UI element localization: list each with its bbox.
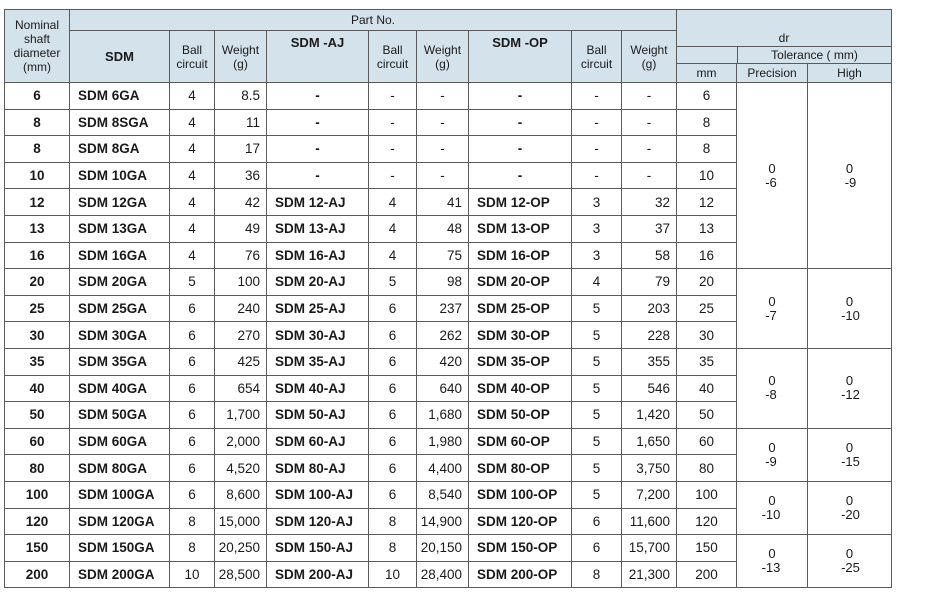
weight-cell: 2,000 bbox=[215, 428, 267, 455]
ball-circuit-cell: 4 bbox=[170, 136, 215, 163]
ball-circuit-cell: 10 bbox=[369, 561, 417, 588]
table-row bbox=[5, 269, 892, 296]
precision-tolerance-cell bbox=[737, 535, 808, 588]
weight-cell: 8,600 bbox=[215, 481, 267, 508]
ball-circuit-cell: 8 bbox=[572, 561, 622, 588]
ball-circuit-cell: 6 bbox=[369, 375, 417, 402]
ball-circuit-header bbox=[170, 31, 215, 83]
weight-cell: - bbox=[622, 162, 677, 189]
high-tolerance-cell bbox=[808, 481, 892, 534]
table-row bbox=[5, 481, 892, 508]
sdm-aj-part-cell: SDM 35-AJ bbox=[267, 348, 369, 375]
ball-circuit-header bbox=[369, 31, 417, 83]
dr-mm-cell: 35 bbox=[677, 348, 737, 375]
ball-circuit-cell: 4 bbox=[170, 189, 215, 216]
ball-circuit-cell: 8 bbox=[170, 535, 215, 562]
sdm-op-part-cell: SDM 100-OP bbox=[469, 481, 572, 508]
weight-cell: 1,680 bbox=[417, 402, 469, 429]
sdm-part-cell: SDM 200GA bbox=[70, 561, 170, 588]
dr-mm-cell: 100 bbox=[677, 481, 737, 508]
ball-circuit-cell: 5 bbox=[572, 481, 622, 508]
sdm-op-part-cell: SDM 25-OP bbox=[469, 295, 572, 322]
sdm-aj-part-cell: - bbox=[267, 162, 369, 189]
ball-circuit-cell: 6 bbox=[369, 428, 417, 455]
dr-mm-cell: 30 bbox=[677, 322, 737, 349]
sdm-aj-part-cell: SDM 120-AJ bbox=[267, 508, 369, 535]
tolerance-value: -20 bbox=[841, 507, 860, 522]
weight-cell: 1,980 bbox=[417, 428, 469, 455]
tolerance-value: -12 bbox=[841, 387, 860, 403]
sdm-op-part-cell: - bbox=[469, 162, 572, 189]
ball-circuit-header bbox=[572, 31, 622, 83]
shaft-diameter-cell: 100 bbox=[5, 481, 70, 508]
table-row bbox=[5, 83, 892, 110]
tolerance-value: 0 bbox=[845, 160, 854, 176]
sdm-op-part-cell: - bbox=[469, 136, 572, 163]
shaft-diameter-cell: 80 bbox=[5, 455, 70, 482]
ball-circuit-cell: 6 bbox=[170, 295, 215, 322]
weight-cell: 1,700 bbox=[215, 402, 267, 429]
tolerance-value: 0 bbox=[845, 373, 854, 389]
weight-cell: 36 bbox=[215, 162, 267, 189]
weight-cell: 37 bbox=[622, 215, 677, 242]
sdm-aj-part-cell: - bbox=[267, 136, 369, 163]
ball-circuit-cell: 5 bbox=[572, 295, 622, 322]
sdm-aj-part-cell: SDM 50-AJ bbox=[267, 402, 369, 429]
dr-mm-cell: 120 bbox=[677, 508, 737, 535]
weight-cell: 100 bbox=[215, 269, 267, 296]
shaft-diameter-cell: 8 bbox=[5, 136, 70, 163]
shaft-diameter-cell: 60 bbox=[5, 428, 70, 455]
shaft-diameter-cell: 200 bbox=[5, 561, 70, 588]
ball-circuit-cell: 6 bbox=[369, 322, 417, 349]
tolerance-value: 0 bbox=[768, 373, 776, 389]
tolerance-value: 0 bbox=[768, 546, 776, 562]
weight-cell: 425 bbox=[215, 348, 267, 375]
header-line: (g) bbox=[641, 56, 657, 71]
header-line: circuit bbox=[176, 56, 208, 71]
sdm-part-cell: SDM 150GA bbox=[70, 535, 170, 562]
ball-circuit-cell: 5 bbox=[572, 455, 622, 482]
sdm-op-part-cell: SDM 200-OP bbox=[469, 561, 572, 588]
dr-header-block bbox=[677, 10, 892, 64]
tolerance-value: -9 bbox=[765, 453, 777, 469]
weight-cell: - bbox=[622, 83, 677, 110]
sdm-part-cell: SDM 100GA bbox=[70, 481, 170, 508]
ball-circuit-cell: - bbox=[572, 109, 622, 136]
dr-label: dr bbox=[677, 31, 891, 47]
sdm-part-cell: SDM 35GA bbox=[70, 348, 170, 375]
weight-cell: 1,650 bbox=[622, 428, 677, 455]
ball-circuit-cell: - bbox=[369, 109, 417, 136]
precision-tolerance-cell bbox=[737, 481, 808, 534]
sdm-part-cell: SDM 13GA bbox=[70, 215, 170, 242]
sdm-part-cell: SDM 6GA bbox=[70, 83, 170, 110]
sdm-op-part-cell: SDM 16-OP bbox=[469, 242, 572, 269]
sdm-part-cell: SDM 20GA bbox=[70, 269, 170, 296]
ball-circuit-cell: 6 bbox=[170, 375, 215, 402]
weight-cell: - bbox=[417, 83, 469, 110]
ball-circuit-cell: 5 bbox=[170, 269, 215, 296]
ball-circuit-cell: 6 bbox=[369, 348, 417, 375]
weight-cell: 4,520 bbox=[215, 455, 267, 482]
weight-cell: 8.5 bbox=[215, 83, 267, 110]
header-line: Weight bbox=[221, 42, 260, 57]
shaft-diameter-cell: 120 bbox=[5, 508, 70, 535]
dr-mm-header: mm bbox=[677, 64, 737, 83]
ball-circuit-cell: 4 bbox=[369, 215, 417, 242]
ball-circuit-cell: 10 bbox=[170, 561, 215, 588]
sdm-part-cell: SDM 10GA bbox=[70, 162, 170, 189]
ball-circuit-cell: 5 bbox=[369, 269, 417, 296]
weight-cell: 654 bbox=[215, 375, 267, 402]
tolerance-value: -10 bbox=[761, 507, 781, 522]
tolerance-value: -15 bbox=[841, 453, 860, 469]
dr-mm-cell: 200 bbox=[677, 561, 737, 588]
sdm-aj-part-cell: SDM 150-AJ bbox=[267, 535, 369, 562]
sdm-part-cell: SDM 16GA bbox=[70, 242, 170, 269]
weight-cell: 420 bbox=[417, 348, 469, 375]
weight-cell: 98 bbox=[417, 269, 469, 296]
weight-cell: 15,700 bbox=[622, 535, 677, 562]
tolerance-value: -7 bbox=[765, 307, 777, 323]
ball-circuit-cell: - bbox=[369, 136, 417, 163]
sdm-aj-part-cell: SDM 60-AJ bbox=[267, 428, 369, 455]
shaft-diameter-cell: 30 bbox=[5, 322, 70, 349]
ball-circuit-cell: 3 bbox=[572, 242, 622, 269]
weight-cell: 4,400 bbox=[417, 455, 469, 482]
shaft-diameter-cell: 25 bbox=[5, 295, 70, 322]
sdm-aj-part-cell: SDM 13-AJ bbox=[267, 215, 369, 242]
header-line: circuit bbox=[580, 56, 613, 71]
sdm-part-cell: SDM 8SGA bbox=[70, 109, 170, 136]
weight-cell: 21,300 bbox=[622, 561, 677, 588]
weight-cell: 228 bbox=[622, 322, 677, 349]
tolerance-value: -25 bbox=[841, 560, 860, 576]
ball-circuit-cell: 5 bbox=[572, 428, 622, 455]
ball-circuit-cell: 4 bbox=[170, 83, 215, 110]
ball-circuit-cell: 5 bbox=[572, 322, 622, 349]
shaft-diameter-cell: 12 bbox=[5, 189, 70, 216]
ball-circuit-cell: 6 bbox=[369, 402, 417, 429]
weight-cell: 49 bbox=[215, 215, 267, 242]
tolerance-value: 0 bbox=[845, 439, 854, 455]
weight-cell: 8,540 bbox=[417, 481, 469, 508]
table-header bbox=[5, 10, 892, 83]
sdm-op-part-cell: SDM 120-OP bbox=[469, 508, 572, 535]
dr-mm-cell: 40 bbox=[677, 375, 737, 402]
weight-cell: 11 bbox=[215, 109, 267, 136]
ball-circuit-cell: 4 bbox=[170, 215, 215, 242]
table-body bbox=[5, 83, 892, 588]
dr-mm-cell: 8 bbox=[677, 109, 737, 136]
specification-table bbox=[4, 9, 892, 588]
shaft-diameter-cell: 50 bbox=[5, 402, 70, 429]
dr-mm-cell: 12 bbox=[677, 189, 737, 216]
shaft-diameter-cell: 13 bbox=[5, 215, 70, 242]
sdm-op-part-cell: - bbox=[469, 109, 572, 136]
ball-circuit-cell: 6 bbox=[170, 402, 215, 429]
weight-cell: 42 bbox=[215, 189, 267, 216]
weight-cell: 20,250 bbox=[215, 535, 267, 562]
tolerance-value: -13 bbox=[761, 560, 781, 576]
header-line: Weight bbox=[423, 42, 462, 57]
shaft-diameter-cell: 150 bbox=[5, 535, 70, 562]
ball-circuit-cell: 4 bbox=[170, 162, 215, 189]
weight-cell: 11,600 bbox=[622, 508, 677, 535]
dr-mm-cell: 13 bbox=[677, 215, 737, 242]
weight-cell: 20,150 bbox=[417, 535, 469, 562]
ball-circuit-cell: - bbox=[369, 162, 417, 189]
ball-circuit-cell: 5 bbox=[572, 375, 622, 402]
dr-mm-cell: 80 bbox=[677, 455, 737, 482]
sdm-aj-part-cell: - bbox=[267, 83, 369, 110]
sdm-aj-part-cell: SDM 20-AJ bbox=[267, 269, 369, 296]
sdm-op-part-cell: SDM 80-OP bbox=[469, 455, 572, 482]
header-line: diameter bbox=[13, 46, 61, 60]
ball-circuit-cell: 4 bbox=[369, 189, 417, 216]
weight-header bbox=[622, 31, 677, 83]
ball-circuit-cell: - bbox=[572, 162, 622, 189]
ball-circuit-cell: 4 bbox=[170, 242, 215, 269]
weight-cell: 76 bbox=[215, 242, 267, 269]
high-header: High bbox=[808, 64, 892, 83]
sdm-aj-part-cell: SDM 12-AJ bbox=[267, 189, 369, 216]
sdm-op-part-cell: SDM 60-OP bbox=[469, 428, 572, 455]
precision-tolerance-cell bbox=[737, 428, 808, 481]
high-tolerance-cell bbox=[808, 83, 892, 269]
ball-circuit-cell: 8 bbox=[170, 508, 215, 535]
tolerance-value: -6 bbox=[765, 174, 777, 190]
weight-cell: 240 bbox=[215, 295, 267, 322]
precision-tolerance-cell bbox=[737, 348, 808, 428]
ball-circuit-cell: 3 bbox=[572, 189, 622, 216]
header-line: Nominal bbox=[14, 18, 59, 32]
weight-cell: - bbox=[622, 109, 677, 136]
header-line: shaft bbox=[23, 32, 50, 46]
precision-tolerance-cell bbox=[737, 83, 808, 269]
header-line: (mm) bbox=[23, 60, 51, 74]
sdm-aj-part-cell: SDM 100-AJ bbox=[267, 481, 369, 508]
ball-circuit-cell: 8 bbox=[369, 535, 417, 562]
sdm-op-part-cell: SDM 50-OP bbox=[469, 402, 572, 429]
high-tolerance-cell bbox=[808, 348, 892, 428]
weight-cell: - bbox=[417, 162, 469, 189]
sdm-aj-part-cell: SDM 16-AJ bbox=[267, 242, 369, 269]
ball-circuit-cell: - bbox=[572, 83, 622, 110]
shaft-diameter-cell: 35 bbox=[5, 348, 70, 375]
tolerance-value: -8 bbox=[765, 387, 777, 403]
weight-cell: 75 bbox=[417, 242, 469, 269]
weight-cell: 41 bbox=[417, 189, 469, 216]
header-line: Weight bbox=[630, 42, 668, 57]
weight-cell: 355 bbox=[622, 348, 677, 375]
nominal-diameter-header bbox=[5, 10, 70, 83]
shaft-diameter-cell: 8 bbox=[5, 109, 70, 136]
tolerance-value: 0 bbox=[845, 293, 854, 309]
dr-mm-cell: 50 bbox=[677, 402, 737, 429]
shaft-diameter-cell: 20 bbox=[5, 269, 70, 296]
sdm-op-part-cell: SDM 30-OP bbox=[469, 322, 572, 349]
weight-cell: 48 bbox=[417, 215, 469, 242]
weight-cell: 15,000 bbox=[215, 508, 267, 535]
sdm-op-part-cell: SDM 13-OP bbox=[469, 215, 572, 242]
dr-mm-cell: 8 bbox=[677, 136, 737, 163]
sdm-aj-part-cell: SDM 200-AJ bbox=[267, 561, 369, 588]
sdm-aj-part-cell: SDM 25-AJ bbox=[267, 295, 369, 322]
header-line: Ball bbox=[181, 42, 202, 57]
weight-cell: 237 bbox=[417, 295, 469, 322]
ball-circuit-cell: 4 bbox=[170, 109, 215, 136]
shaft-diameter-cell: 40 bbox=[5, 375, 70, 402]
tolerance-value: 0 bbox=[768, 439, 776, 455]
sdm-part-cell: SDM 60GA bbox=[70, 428, 170, 455]
ball-circuit-cell: 6 bbox=[369, 295, 417, 322]
table-row bbox=[5, 348, 892, 375]
sdm-op-series-header: SDM -OP bbox=[469, 31, 572, 83]
weight-cell: 640 bbox=[417, 375, 469, 402]
weight-cell: 1,420 bbox=[622, 402, 677, 429]
sdm-op-part-cell: SDM 150-OP bbox=[469, 535, 572, 562]
shaft-diameter-cell: 6 bbox=[5, 83, 70, 110]
ball-circuit-cell: 6 bbox=[369, 481, 417, 508]
sdm-part-cell: SDM 8GA bbox=[70, 136, 170, 163]
dr-mm-cell: 20 bbox=[677, 269, 737, 296]
dr-mm-cell: 25 bbox=[677, 295, 737, 322]
precision-tolerance-cell bbox=[737, 269, 808, 349]
sdm-part-cell: SDM 80GA bbox=[70, 455, 170, 482]
shaft-diameter-cell: 10 bbox=[5, 162, 70, 189]
weight-cell: 7,200 bbox=[622, 481, 677, 508]
sdm-op-part-cell: SDM 12-OP bbox=[469, 189, 572, 216]
sdm-aj-part-cell: SDM 30-AJ bbox=[267, 322, 369, 349]
ball-circuit-cell: 6 bbox=[572, 535, 622, 562]
sdm-part-cell: SDM 12GA bbox=[70, 189, 170, 216]
dr-mm-cell: 6 bbox=[677, 83, 737, 110]
tolerance-value: 0 bbox=[768, 160, 776, 176]
ball-circuit-cell: 6 bbox=[170, 481, 215, 508]
dr-mm-cell: 60 bbox=[677, 428, 737, 455]
ball-circuit-cell: 6 bbox=[170, 455, 215, 482]
sdm-op-part-cell: SDM 20-OP bbox=[469, 269, 572, 296]
tolerance-value: 0 bbox=[845, 493, 854, 508]
weight-header bbox=[417, 31, 469, 83]
weight-cell: 3,750 bbox=[622, 455, 677, 482]
weight-cell: 14,900 bbox=[417, 508, 469, 535]
weight-cell: 546 bbox=[622, 375, 677, 402]
dr-mm-cell: 150 bbox=[677, 535, 737, 562]
tolerance-label: Tolerance ( mm) bbox=[737, 47, 891, 63]
sdm-op-part-cell: SDM 40-OP bbox=[469, 375, 572, 402]
sdm-aj-part-cell: SDM 80-AJ bbox=[267, 455, 369, 482]
ball-circuit-cell: 4 bbox=[369, 242, 417, 269]
dr-mm-cell: 16 bbox=[677, 242, 737, 269]
tolerance-value: 0 bbox=[845, 546, 854, 562]
tolerance-value: 0 bbox=[768, 493, 776, 508]
weight-cell: 58 bbox=[622, 242, 677, 269]
ball-circuit-cell: 4 bbox=[572, 269, 622, 296]
sdm-part-cell: SDM 50GA bbox=[70, 402, 170, 429]
precision-header: Precision bbox=[737, 64, 808, 83]
weight-cell: 270 bbox=[215, 322, 267, 349]
tolerance-value: 0 bbox=[768, 293, 776, 309]
high-tolerance-cell bbox=[808, 269, 892, 349]
sdm-aj-part-cell: - bbox=[267, 109, 369, 136]
weight-cell: 203 bbox=[622, 295, 677, 322]
spec-table-container bbox=[4, 9, 892, 588]
dr-mm-cell: 10 bbox=[677, 162, 737, 189]
high-tolerance-cell bbox=[808, 428, 892, 481]
ball-circuit-cell: 3 bbox=[572, 215, 622, 242]
header-line: (g) bbox=[233, 56, 248, 71]
ball-circuit-cell: 8 bbox=[369, 508, 417, 535]
table-row bbox=[5, 535, 892, 562]
high-tolerance-cell bbox=[808, 535, 892, 588]
weight-cell: 28,400 bbox=[417, 561, 469, 588]
sdm-op-part-cell: SDM 35-OP bbox=[469, 348, 572, 375]
ball-circuit-cell: - bbox=[369, 83, 417, 110]
ball-circuit-cell: 6 bbox=[572, 508, 622, 535]
ball-circuit-cell: 6 bbox=[369, 455, 417, 482]
ball-circuit-cell: 6 bbox=[170, 322, 215, 349]
tolerance-value: -9 bbox=[844, 174, 857, 190]
weight-cell: 262 bbox=[417, 322, 469, 349]
sdm-part-cell: SDM 40GA bbox=[70, 375, 170, 402]
sdm-aj-series-header: SDM -AJ bbox=[267, 31, 369, 83]
header-line: (g) bbox=[435, 56, 450, 71]
ball-circuit-cell: 5 bbox=[572, 402, 622, 429]
sdm-part-cell: SDM 120GA bbox=[70, 508, 170, 535]
tolerance-value: -10 bbox=[841, 307, 860, 323]
ball-circuit-cell: 5 bbox=[572, 348, 622, 375]
part-no-header: Part No. bbox=[70, 10, 677, 31]
weight-cell: - bbox=[622, 136, 677, 163]
ball-circuit-cell: - bbox=[572, 136, 622, 163]
sdm-aj-part-cell: SDM 40-AJ bbox=[267, 375, 369, 402]
sdm-series-header: SDM bbox=[70, 31, 170, 83]
weight-cell: - bbox=[417, 136, 469, 163]
sdm-part-cell: SDM 25GA bbox=[70, 295, 170, 322]
table-row bbox=[5, 428, 892, 455]
ball-circuit-cell: 6 bbox=[170, 348, 215, 375]
weight-cell: - bbox=[417, 109, 469, 136]
header-line: Ball bbox=[382, 42, 403, 57]
shaft-diameter-cell: 16 bbox=[5, 242, 70, 269]
weight-cell: 28,500 bbox=[215, 561, 267, 588]
weight-cell: 17 bbox=[215, 136, 267, 163]
weight-header bbox=[215, 31, 267, 83]
weight-cell: 32 bbox=[622, 189, 677, 216]
ball-circuit-cell: 6 bbox=[170, 428, 215, 455]
sdm-part-cell: SDM 30GA bbox=[70, 322, 170, 349]
weight-cell: 79 bbox=[622, 269, 677, 296]
sdm-op-part-cell: - bbox=[469, 83, 572, 110]
header-line: Ball bbox=[586, 42, 607, 57]
header-line: circuit bbox=[376, 56, 409, 71]
